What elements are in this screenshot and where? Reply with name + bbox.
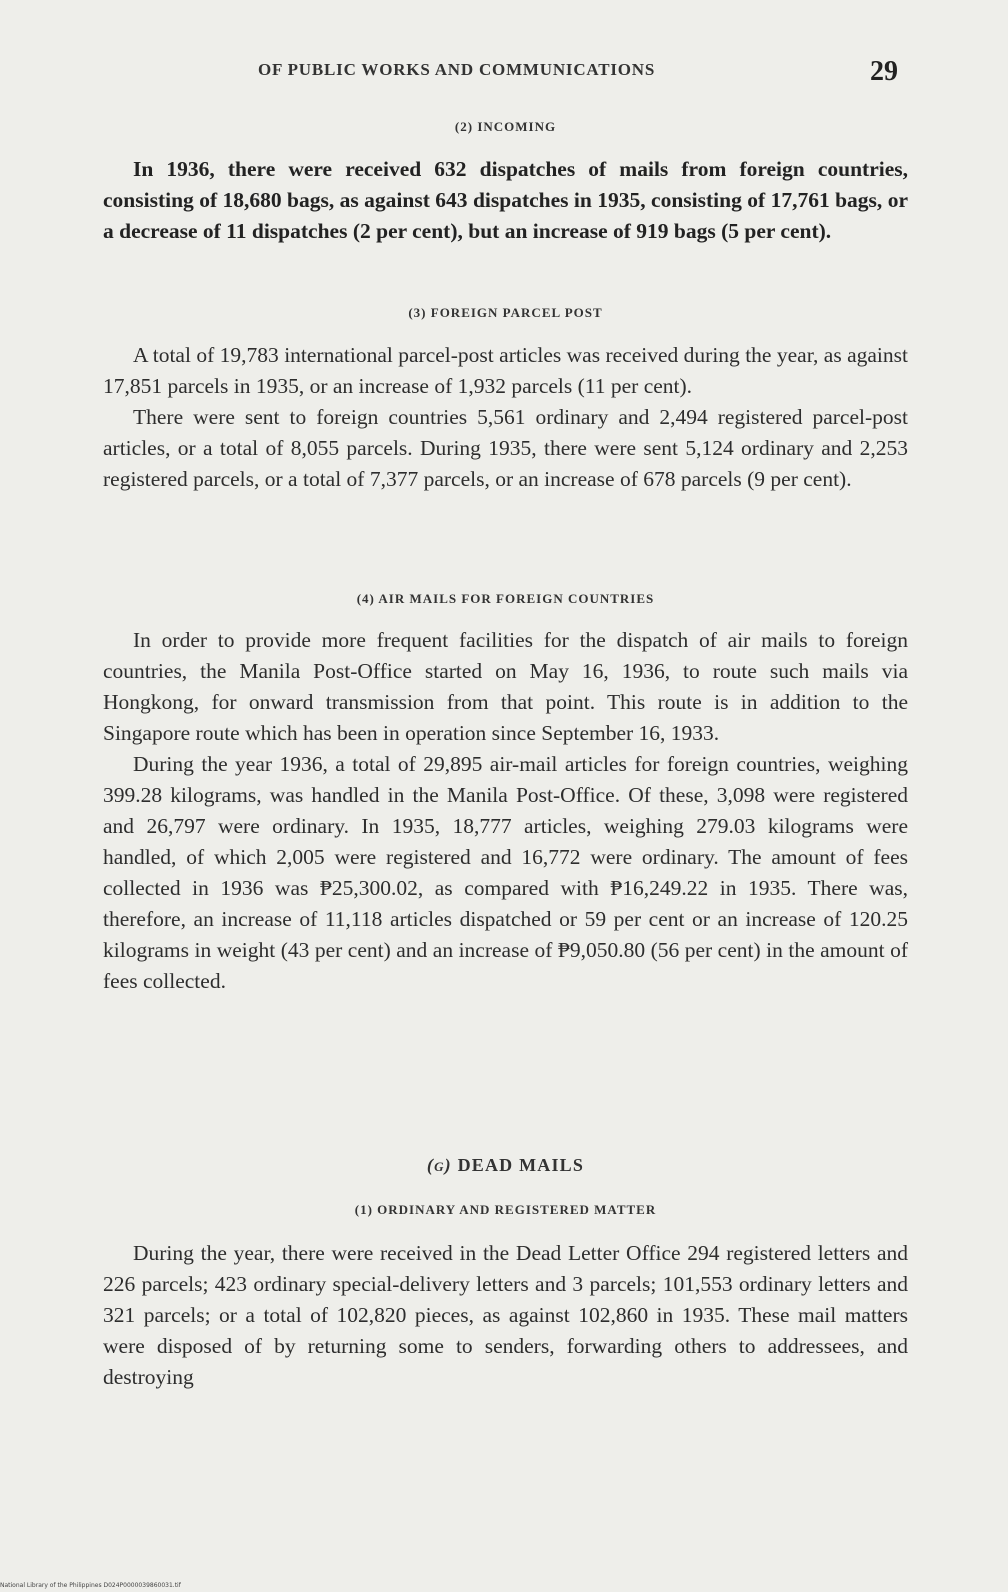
dead-mails-body — [103, 1238, 908, 1393]
page-number: 29 — [870, 56, 898, 87]
paragraph-incoming: In 1936, there were received 632 dispatches of mails from foreign countries, consisting of 18,680 bags, as against 643 dispatches in 1935, consisting of 17,761 bags, or a decrease of 11 dispatches (2 per cent), but an increase of 919 bags (5 per cent). — [103, 157, 908, 243]
section-heading-foreign-parcel-post: (3) FOREIGN PARCEL POST — [408, 305, 603, 320]
paragraph-dead-letter-office: During the year, there were received in the Dead Letter Office 294 registered letters and 226 parcels; 423 ordinary special-delivery letters and 3 parcels; 101,553 ordinary letters and 321 parcels; or a total of 102,820 pieces, as against 102,860 in 1935. These mail matters were disposed of by returning some to senders, forwarding others to addressees, and destroying — [103, 1241, 908, 1389]
section-heading-ordinary-registered: (1) ORDINARY AND REGISTERED MATTER — [354, 1202, 657, 1217]
section-heading-air-mails: (4) AIR MAILS FOR FOREIGN COUNTRIES — [356, 591, 655, 606]
section-foreign-parcel-post — [103, 305, 908, 321]
dead-mails-title: DEAD MAILS — [457, 1155, 585, 1175]
paragraph-parcel-received: A total of 19,783 international parcel-post articles was received during the year, as against 17,851 parcels in 1935, or an increase of 1,932 parcels (11 per cent). — [103, 343, 908, 398]
section-dead-mails — [103, 1155, 908, 1176]
air-mails-body — [103, 625, 908, 997]
foreign-parcel-post-body — [103, 340, 908, 495]
section-incoming — [103, 119, 908, 135]
section-heading-incoming: (2) INCOMING — [454, 119, 557, 134]
dead-mails-letter: (g) — [426, 1155, 452, 1175]
section-air-mails — [103, 591, 908, 607]
section-ordinary-registered — [103, 1202, 908, 1218]
section-heading-dead-mails — [103, 1155, 908, 1176]
incoming-body — [103, 154, 908, 247]
paragraph-parcel-sent: There were sent to foreign countries 5,561 ordinary and 2,494 registered parcel-post articles, or a total of 8,055 parcels. During 1935, there were sent 5,124 ordinary and 2,253 registered parcels, or a total of 7,377 parcels, or an increase of 678 parcels (9 per cent). — [103, 405, 908, 491]
scan-footer: National Library of the Philippines D024P0000039860031.tif — [0, 1582, 181, 1589]
running-head: OF PUBLIC WORKS AND COMMUNICATIONS — [258, 60, 656, 79]
paragraph-air-mail-statistics: During the year 1936, a total of 29,895 air-mail articles for foreign countries, weighing 399.28 kilograms, was handled in the Manila Post-Office. Of these, 3,098 were registered and 26,797 were ordinary. In 1935, 18,777 articles, weighing 279.03 kilograms were handled, of which 2,005 were registered and 16,772 were ordinary. The amount of fees collected in 1936 was ₱25,300.02, as compared with ₱16,249.22 in 1935. There was, therefore, an increase of 11,118 articles dispatched or 59 per cent or an increase of 120.25 kilograms in weight (43 per cent) and an increase of ₱9,050.80 (56 per cent) in the amount of fees collected. — [103, 752, 908, 993]
paragraph-air-mail-route: In order to provide more frequent facilities for the dispatch of air mails to foreign countries, the Manila Post-Office started on May 16, 1936, to route such mails via Hongkong, for onward transmission from that point. This route is in addition to the Singapore route which has been in operation since September 16, 1933. — [103, 628, 908, 745]
